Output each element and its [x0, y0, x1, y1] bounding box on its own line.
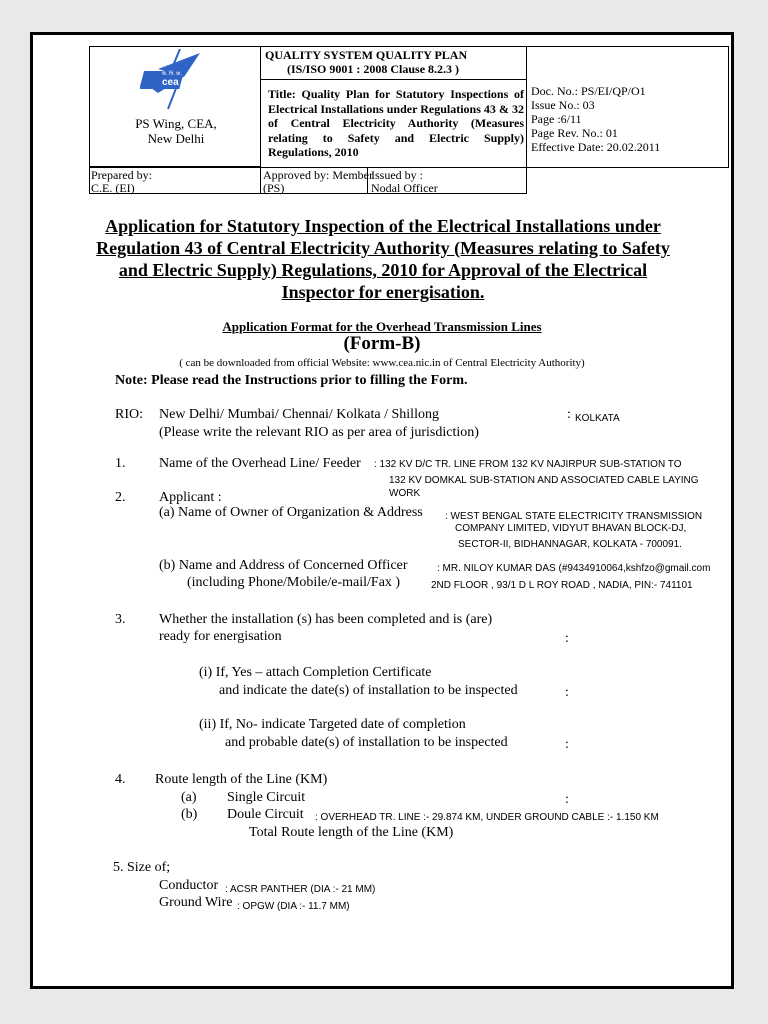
item2b-label: (b) Name and Address of Concerned Officer — [159, 558, 408, 573]
prepared-label: Prepared by: — [91, 168, 152, 182]
item5-label: 5. Size of; — [113, 860, 171, 875]
item2b-label-detail: (including Phone/Mobile/e-mail/Fax ) — [187, 575, 401, 590]
item2-number: 2. — [115, 490, 126, 505]
item2b-value-line2: 2ND FLOOR , 93/1 D L ROY ROAD , NADIA, PIN:- 741101 — [431, 580, 693, 591]
item4b-label: Doule Circuit — [227, 807, 304, 822]
item2a-value-line1: : WEST BENGAL STATE ELECTRICITY TRANSMISSION — [445, 511, 703, 522]
item3-yes-line2: and indicate the date(s) of installation to be inspected — [219, 683, 518, 698]
conductor-label: Conductor — [159, 878, 219, 893]
rio-colon: : — [567, 407, 571, 422]
item4a-marker: (a) — [181, 790, 197, 805]
item1-value-line2: 132 KV DOMKAL SUB-STATION AND ASSOCIATED CABLE LAYING — [389, 475, 699, 486]
ground-wire-label: Ground Wire — [159, 895, 233, 910]
prepared-cell — [89, 167, 261, 194]
format-heading: Application Format for the Overhead Transmission Lines — [222, 319, 542, 334]
item4b-marker: (b) — [181, 807, 198, 822]
page-revision: Page Rev. No.: 01 — [531, 126, 618, 140]
main-title-line4: Inspector for energisation. — [281, 282, 485, 302]
item3-no-line1: (ii) If, No- indicate Targeted date of completion — [199, 717, 466, 732]
qs-title: QUALITY SYSTEM QUALITY PLAN — [265, 48, 468, 62]
item3-colon: : — [565, 631, 569, 646]
item4b-value: : OVERHEAD TR. LINE :- 29.874 KM, UNDER GROUND CABLE :- 1.150 KM — [315, 812, 659, 823]
plan-title-cell — [260, 79, 527, 168]
item4-label: Route length of the Line (KM) — [155, 772, 328, 787]
item3-no-colon: : — [565, 737, 569, 752]
item3-no-line2: and probable date(s) of installation to be inspected — [225, 735, 508, 750]
logo-cell — [89, 46, 261, 167]
item3-question-cont: ready for energisation — [159, 629, 282, 644]
rio-value: KOLKATA — [575, 413, 620, 424]
item3-question: Whether the installation (s) has been completed and is (are) — [159, 612, 493, 627]
item1-label: Name of the Overhead Line/ Feeder — [159, 456, 361, 471]
document-header-table — [89, 46, 729, 194]
item2a-label: (a) Name of Owner of Organization & Address — [159, 505, 423, 520]
item1-value-line1: : 132 KV D/C TR. LINE FROM 132 KV NAJIRPUR SUB-STATION TO — [374, 459, 682, 470]
form-name: (Form-B) — [343, 333, 421, 354]
prepared-value: C.E. (EI) — [91, 181, 135, 195]
rio-hint: (Please write the relevant RIO as per area of jurisdiction) — [159, 425, 479, 440]
qs-standard: (IS/ISO 9001 : 2008 Clause 8.2.3 ) — [287, 62, 460, 76]
item1-number: 1. — [115, 456, 126, 471]
cea-logo-icon — [140, 49, 210, 111]
svg-text:के. वि. प्रा.: के. वि. प्रा. — [162, 71, 183, 77]
main-title-line3: and Electric Supply) Regulations, 2010 for Approval of the Electrical — [118, 260, 648, 280]
item2-label: Applicant : — [159, 490, 222, 505]
item4-number: 4. — [115, 772, 126, 787]
note-text: Note: Please read the Instructions prior to filling the Form. — [115, 373, 468, 388]
ground-wire-value: : OPGW (DIA :- 11.7 MM) — [237, 901, 350, 912]
issued-label: Issued by : — [371, 168, 423, 182]
plan-title: Title: Quality Plan for Statutory Inspections of Electrical Installations under Regulations 43 & 32 of Central Electricity Authority (Measures relating to Safety and Electric Supply) Regulations, 2010 — [268, 87, 524, 159]
item4-total-label: Total Route length of the Line (KM) — [249, 825, 454, 840]
item3-yes-colon: : — [565, 685, 569, 700]
item4a-label: Single Circuit — [227, 790, 306, 805]
main-title-line2: Regulation 43 of Central Electricity Authority (Measures relating to Safety — [96, 238, 670, 258]
item2a-value-line2: COMPANY LIMITED, VIDYUT BHAVAN BLOCK-DJ, — [455, 523, 687, 534]
item1-value-line3: WORK — [389, 488, 421, 499]
qs-title-cell — [260, 46, 527, 80]
issued-value: Nodal Officer — [371, 181, 438, 195]
effective-date: Effective Date: 20.02.2011 — [531, 140, 661, 154]
svg-text:cea: cea — [162, 77, 179, 88]
doc-number: Doc. No.: PS/EI/QP/O1 — [531, 84, 646, 98]
document-page — [30, 32, 734, 989]
org-name: PS Wing, CEA, — [135, 116, 217, 131]
item2a-value-line3: SECTOR-II, BIDHANNAGAR, KOLKATA - 700091. — [458, 539, 682, 550]
doc-info-cell — [526, 46, 729, 168]
main-title-line1: Application for Statutory Inspection of the Electrical Installations under — [105, 216, 661, 236]
issue-number: Issue No.: 03 — [531, 98, 595, 112]
rio-label: RIO: — [115, 407, 143, 422]
item2b-value-line1: : MR. NILOY KUMAR DAS (#9434910064,kshfzo@gmail.com — [437, 563, 711, 574]
item4a-colon: : — [565, 792, 569, 807]
approved-value: (PS) — [263, 181, 285, 195]
page-number: Page :6/11 — [531, 112, 582, 126]
download-note: ( can be downloaded from official Website: www.cea.nic.in of Central Electricity Authority) — [179, 357, 585, 369]
org-city: New Delhi — [147, 131, 205, 146]
rio-options: New Delhi/ Mumbai/ Chennai/ Kolkata / Shillong — [159, 407, 439, 422]
conductor-value: : ACSR PANTHER (DIA :- 21 MM) — [225, 884, 376, 895]
approved-label: Approved by: Member — [263, 168, 373, 182]
issued-cell — [367, 167, 527, 194]
approved-cell — [260, 167, 373, 195]
item3-yes-line1: (i) If, Yes – attach Completion Certificate — [199, 665, 432, 680]
item3-number: 3. — [115, 612, 126, 627]
